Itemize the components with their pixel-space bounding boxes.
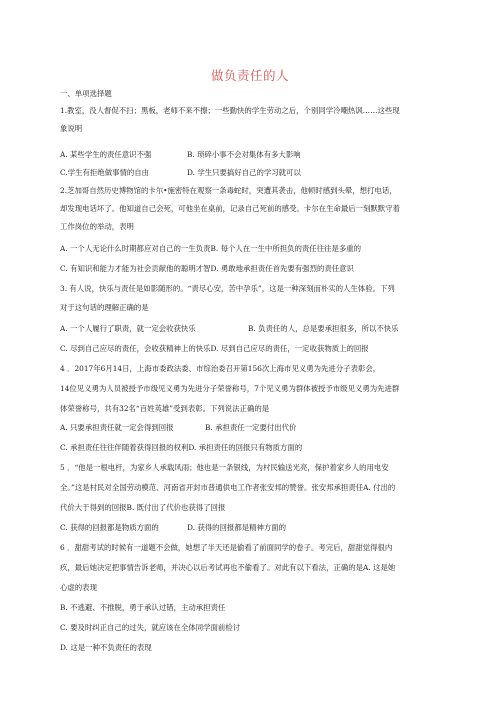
question-6-stem: 心虚的表现 — [60, 583, 97, 592]
question-6-option-d: D. 这是一种不负责任的表现 — [60, 643, 152, 652]
question-5-stem: 全。”这是村民对全国劳动模范、河南省开封市普通供电工作者张安邦的赞誉。张安邦承担责任A. 付出的 — [60, 483, 396, 492]
question-5-option-c: C. 获得的回报都是物质方面的 — [60, 523, 159, 532]
question-6-option-b: B. 不逃避、不推脱，勇于承认过错，主动承担责任 — [60, 603, 226, 612]
question-4-stem: 14位见义勇为人员被授予市级见义勇为先进分子荣誉称号，7个见义勇为群体被授予市级见义勇为先进群 — [60, 384, 400, 393]
question-4-option-b: B. 承担责任一定要付出代价 — [205, 423, 297, 432]
question-4-options-cd: C. 承担责任往往伴随着获得回报的权利D. 承担责任的回报只有物质方面的 — [60, 443, 303, 452]
question-1-option-b: B. 琐碎小事不会对集体有多大影响 — [187, 150, 301, 159]
question-1-stem: 象说明 — [60, 124, 83, 133]
question-5-stem: 5 ．“他是一根电杆，为家乡人承载风雨；他也是一条银线，为村民输送光亮，保护着家乡人的用电安 — [60, 463, 389, 472]
question-3-options-cd: C. 尽到自己应尽的责任，会收获精神上的快乐D. 尽到自己应尽的责任，一定收获物质上的回报 — [60, 344, 369, 353]
question-5-options-ab: 代价大于得到的回报B. 既付出了代价也获得了回报 — [60, 503, 226, 512]
question-3-stem: 对于这句话的理解正确的是 — [60, 303, 149, 312]
question-4-option-a: A. 只要承担责任就一定会得到回报 — [60, 423, 174, 432]
document-title: 做负责任的人 — [210, 68, 289, 83]
question-1-stem: 1.教室，没人督促不扫；黑板，老师不来不擦；一些勤快的学生劳动之后，个别同学冷嘲热讽……这些现 — [60, 106, 400, 115]
question-2-stem: 却发现电话坏了。他知道自己会死，可他坐在桌前，记录自己死前的感受。卡尔在生命最后一刻默默守着 — [60, 204, 400, 213]
section-heading: 一、单项选择题 — [60, 89, 112, 98]
question-3-stem: 3. 有人说，快乐与责任是如影随形的。“责尽心安，苦中孕乐”，这是一种深刻而朴实的人生体验。下列 — [60, 284, 395, 293]
question-5-option-d: D. 获得的回报都是精神方面的 — [187, 523, 287, 532]
question-6-option-c: C. 要及时纠正自己的过失，就应该在全体同学面前检讨 — [60, 623, 241, 632]
question-4-stem: 体荣誉称号，共有32名“百姓英雄”受到表彰。下列说法正确的是 — [60, 404, 270, 413]
question-6-stem: 6 ．甜甜考试的时候有一道题不会做，她想了半天还是偷看了前面同学的卷子。考完后，甜甜觉得很内 — [60, 543, 393, 552]
question-2-options-ab: A. 一个人无论什么时期都应对自己的一生负责B. 每个人在一生中所担负的责任往往是多重的 — [60, 244, 362, 253]
question-6-stem: 疚，最后她决定把事情告诉老师，并决心以后考试再也不偷看了。对此有以下看法，正确的是A. 这是她 — [60, 563, 396, 572]
question-3-option-b: B. 负责任的人，总是要承担很多，所以不快乐 — [248, 324, 399, 333]
question-1-option-d: D. 学生只要搞好自己的学习就可以 — [187, 168, 301, 177]
question-2-stem: 2.芝加哥自然历史博物馆的卡尔•施密特在观察一条毒蛇时，突遭其袭击，他顿时感到头晕，想打电话， — [60, 186, 397, 195]
question-3-option-a: A. 一个人履行了职责，就一定会收获快乐 — [60, 324, 196, 333]
question-2-options-cd: C. 有知识和能力才能为社会贡献他的聪明才智D. 勇敢地承担责任首先要有强烈的责任意识 — [60, 264, 354, 273]
question-1-option-c: C.学生有拒绝做事情的自由 — [60, 168, 150, 177]
question-4-stem: 4 ．2017年6月14日，上海市委政法委、市综治委召开第156次上海市见义勇为先进分子表彰会， — [60, 364, 381, 373]
question-2-stem: 工作岗位的举动，表明 — [60, 222, 134, 231]
question-1-option-a: A. 某些学生的责任意识不强 — [60, 150, 152, 159]
